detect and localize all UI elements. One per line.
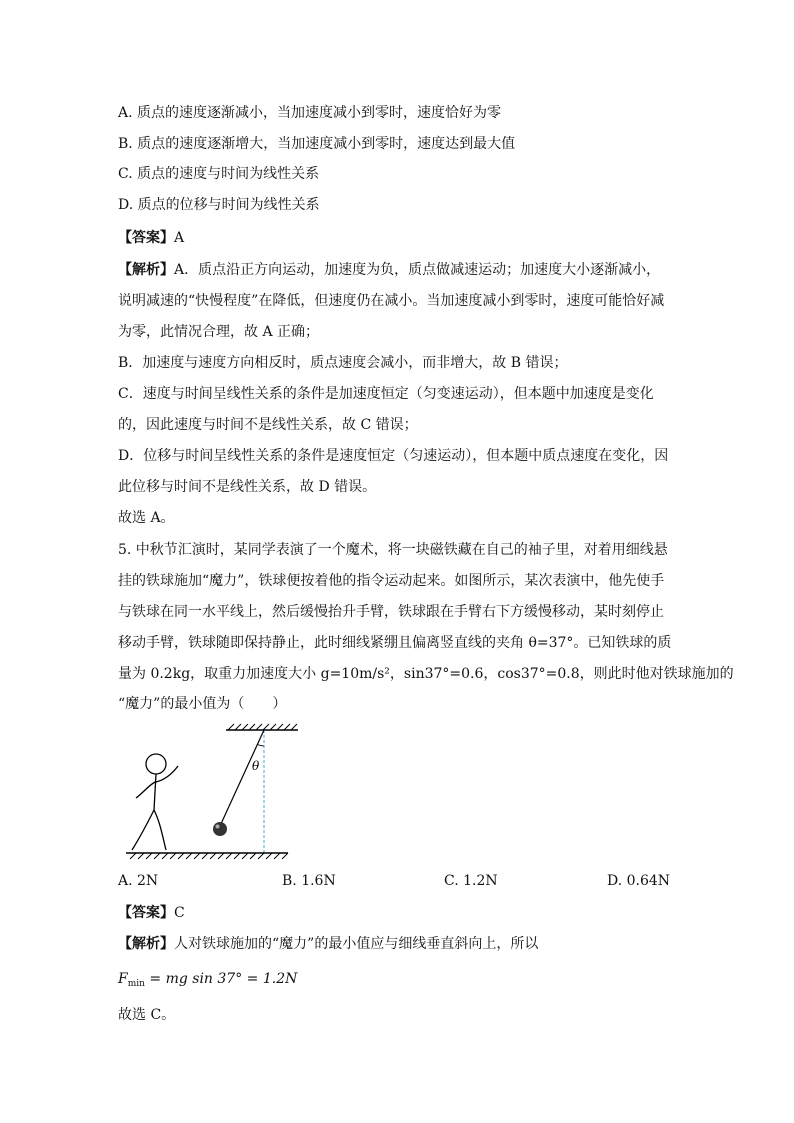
q4-option-a: A. 质点的速度逐渐减小，当加速度减小到零时，速度恰好为零: [118, 105, 502, 121]
q4-analysis-line: 【解析】A．质点沿正方向运动，加速度为负，质点做减速运动；加速度大小逐渐减小，: [118, 262, 661, 278]
q5-stem-line: 5. 中秋节汇演时，某同学表演了一个魔术，将一块磁铁藏在自己的袖子里，对着用细线悬: [118, 542, 668, 558]
q5-analysis-line: 【解析】人对铁球施加的“魔力”的最小值应与细线垂直斜向上，所以: [118, 936, 539, 952]
q4-analysis-line: C．速度与时间呈线性关系的条件是加速度恒定（匀变速运动），但本题中加速度是变化: [118, 386, 654, 402]
q5-choice-c: C. 1.2N: [444, 873, 498, 889]
q4-analysis-line: 说明减速的“快慢程度”在降低，但速度仍在减小。当加速度减小到零时，速度可能恰好减: [118, 293, 665, 309]
ceiling-hatch: [228, 724, 297, 730]
answer-tag: 【答案】: [118, 230, 174, 246]
answer-tag: 【答案】: [118, 905, 174, 921]
q4-analysis-line: 的，因此速度与时间不是线性关系，故 C 错误；: [118, 417, 418, 433]
q4-analysis-line: B．加速度与速度方向相反时，质点速度会减小，而非增大，故 B 错误；: [118, 355, 568, 371]
q5-stem-line: 移动手臂，铁球随即保持静止，此时细线紧绷且偏离竖直线的夹角 θ=37°。已知铁球的质: [118, 635, 672, 651]
q4-analysis-line: D．位移与时间呈线性关系的条件是速度恒定（匀速运动），但本题中质点速度在变化，因: [118, 448, 669, 464]
q5-choice-d: D. 0.64N: [607, 873, 671, 889]
q5-choice-b: B. 1.6N: [282, 873, 336, 889]
q4-analysis-line: 为零，此情况合理，故 A 正确；: [118, 324, 320, 340]
string-line: [220, 730, 264, 826]
pendulum-figure: [118, 722, 298, 862]
ground-hatch: [130, 853, 288, 859]
q5-conclusion: 故选 C。: [118, 1007, 176, 1023]
analysis-tag: 【解析】: [118, 936, 174, 952]
q4-answer: [118, 228, 184, 248]
q4-analysis-line: 此位移与时间不是线性关系，故 D 错误。: [118, 479, 377, 495]
q5-stem-line: “魔力”的最小值为（ ）: [118, 696, 287, 712]
q5-answer: [118, 903, 185, 923]
answer-value: C: [174, 905, 185, 921]
q5-choices: [118, 871, 678, 891]
q5-stem-line: 量为 0.2kg，取重力加速度大小 g=10m/s²，sin37°=0.6，cos37°=0.8，则此时他对铁球施加的: [118, 666, 734, 682]
q4-option-d: D. 质点的位移与时间为线性关系: [118, 197, 320, 213]
angle-arc: [258, 745, 265, 747]
q5-stem-line: 与铁球在同一水平线上，然后缓慢抬升手臂，铁球跟在手臂右下方缓慢移动，某时刻停止: [118, 604, 664, 620]
q5-formula: $F_{min}$ = mg sin 37° = 1.2N: [118, 971, 298, 989]
iron-ball: [213, 822, 227, 836]
q4-option-b: B. 质点的速度逐渐增大，当加速度减小到零时，速度达到最大值: [118, 136, 516, 152]
analysis-tag: 【解析】: [118, 262, 174, 278]
q5-stem-line: 挂的铁球施加“魔力”，铁球便按着他的指令运动起来。如图所示，某次表演中，他先使手: [118, 573, 665, 589]
stick-person: [132, 754, 178, 850]
answer-value: A: [174, 230, 185, 246]
q5-choice-a: A. 2N: [118, 873, 159, 889]
q4-option-c: C. 质点的速度与时间为线性关系: [118, 166, 320, 182]
q4-conclusion: 故选 A。: [118, 510, 175, 526]
theta-label: θ: [252, 759, 260, 773]
